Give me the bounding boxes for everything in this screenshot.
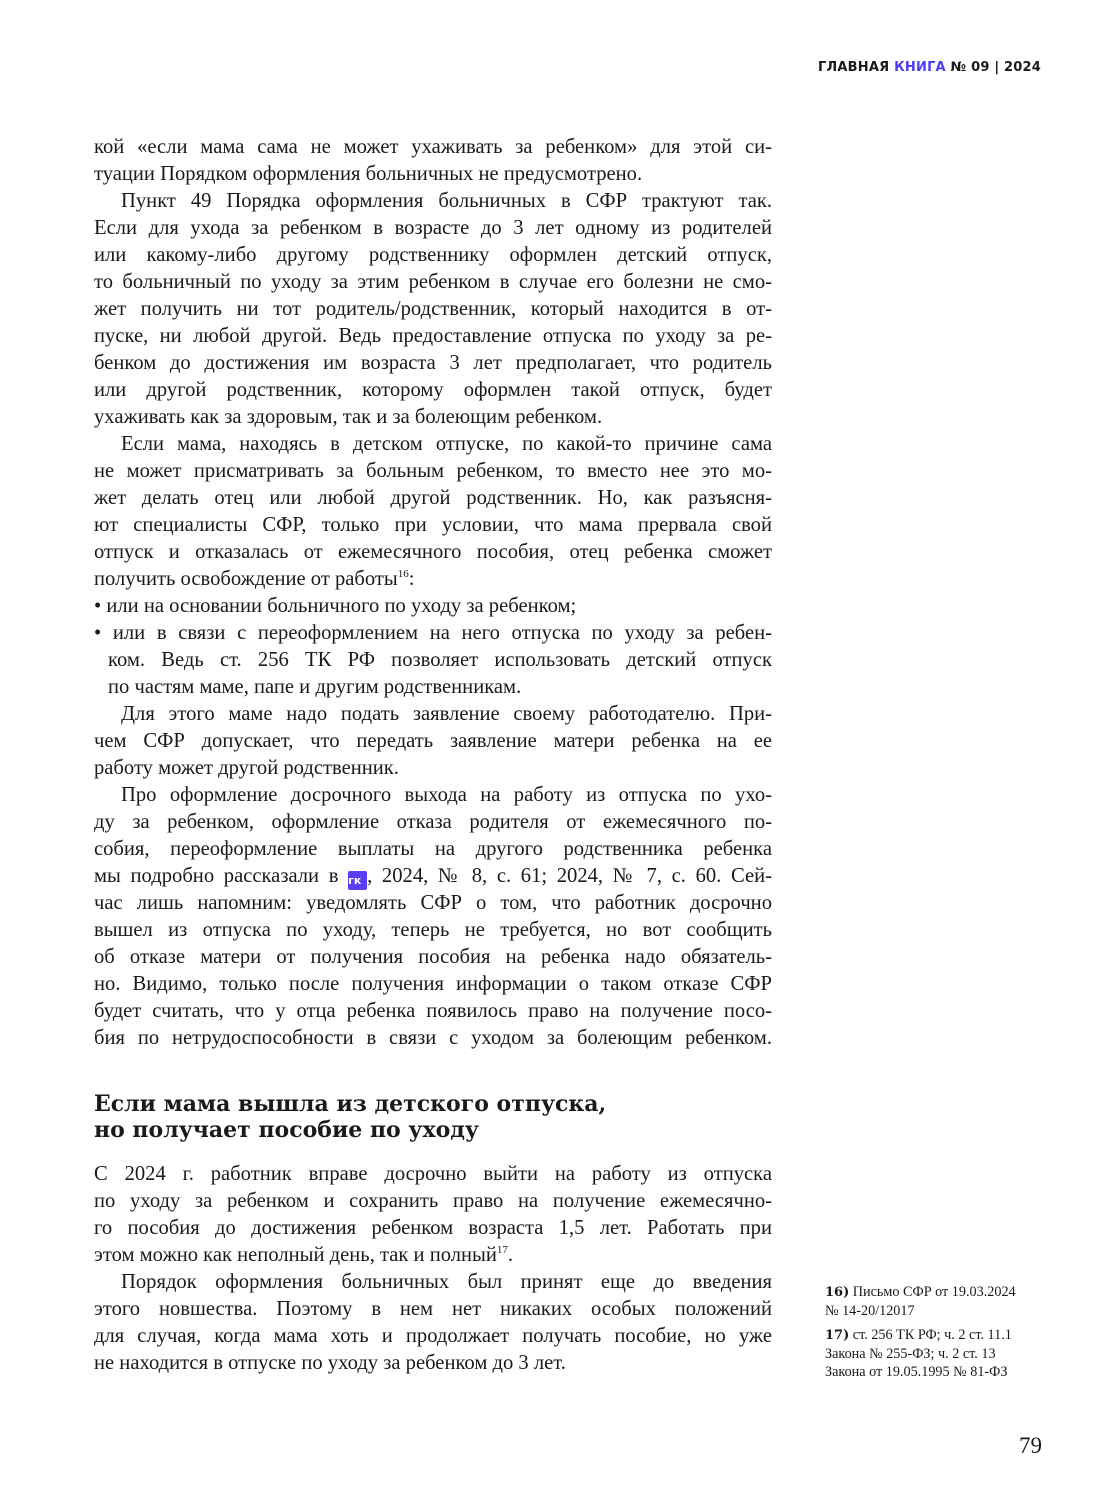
line-text: для случая, когда мама хоть и продолжает получать пособие, но уже [94,1325,772,1347]
footnote-line [825,1363,1055,1381]
line-text: Про оформление досрочного выхода на работу из отпуска по ухо- [121,784,772,806]
text-line [94,728,772,755]
text-line [94,971,772,998]
line-text: этого новшества. Поэтому в нем нет никаких особых положений [94,1298,772,1320]
text-line [94,701,772,728]
text-line [94,620,772,647]
text-line [94,458,772,485]
line-text: получить освобождение от работы [94,568,398,590]
text-line [94,917,772,944]
text-line [94,242,772,269]
line-text: • или на основании больничного по уходу за ребенком; [94,595,577,617]
section-heading [94,1091,772,1143]
line-text: туации Порядком оформления больничных не предусмотрено. [94,163,643,185]
text-line [94,836,772,863]
text-line [94,1323,772,1350]
line-text: жет делать отец или любой другой родственник. Но, как разъясня- [94,487,772,509]
line-text: • или в связи с переоформлением на него отпуска по уходу за ребен- [94,622,772,644]
text-line [94,161,772,188]
main-column [94,134,772,1377]
footnote-line [825,1345,1055,1363]
footnote-line [825,1283,1055,1302]
line-text: отпуск и отказалась от ежемесячного пособия, отец ребенка сможет [94,541,772,563]
text-line [94,1242,772,1269]
footnote-ref[interactable]: 16 [397,568,409,580]
line-text: ду за ребенком, оформление отказа родителя от ежемесячного по- [94,811,772,833]
footnote-text: ст. 256 ТК РФ; ч. 2 ст. 11.1 [852,1327,1012,1343]
footnote-line [825,1302,1055,1320]
text-line [94,269,772,296]
footnote-text: № 14-20/12017 [825,1303,915,1319]
line-text: час лишь напомним: уведомлять СФР о том, что работник досрочно [94,892,772,914]
line-text: , 2024, № 8, с. 61; 2024, № 7, с. 60. Сей- [367,865,772,887]
text-line [94,593,772,620]
line-text: Пункт 49 Порядка оформления больничных в СФР трактуют так. [121,190,772,212]
line-text: пуске, ни любой другой. Ведь предоставление отпуска по уходу за ре- [94,325,772,347]
footnote [825,1326,1055,1381]
line-text: Порядок оформления больничных был принят еще до введения [121,1271,772,1293]
line-text: чем СФР допускает, что передать заявление матери ребенка на ее [94,730,772,752]
line-text: не может присматривать за больным ребенком, то вместо нее это мо- [94,460,772,482]
line-text: по уходу за ребенком и сохранить право на получение ежемесячно- [94,1190,772,1212]
text-line [94,1161,772,1188]
line-text: . [507,1244,514,1266]
text-line [94,755,772,782]
text-line [94,674,772,701]
line-text: Если для ухода за ребенком в возрасте до 3 лет одному из родителей [94,217,772,239]
text-line [94,323,772,350]
footnote-number: 17) [825,1328,850,1343]
text-line [94,215,772,242]
text-line [94,377,772,404]
text-line [94,1350,772,1377]
text-line [94,134,772,161]
text-line [94,1296,772,1323]
line-text: этом можно как неполный день, так и полный [94,1244,497,1266]
line-text: Если мама, находясь в детском отпуске, по какой-то причине сама [121,433,772,455]
text-line [94,512,772,539]
text-line [94,1269,772,1296]
footnote-number: 16) [825,1285,850,1300]
line-text: ют специалисты СФР, только при условии, что мама прервала свой [94,514,772,536]
line-text: жет получить ни тот родитель/родственник, который находится в от- [94,298,772,320]
text-line [94,863,772,890]
text-line [94,566,772,593]
text-line [94,1215,772,1242]
brand-name: ГЛАВНАЯ [817,60,890,75]
line-text: собия, переоформление выплаты на другого родственника ребенка [94,838,772,860]
brand-name-accent: КНИГА [894,60,946,75]
line-text: мы подробно рассказали в [94,865,349,887]
text-line [94,404,772,431]
heading-line: но получает пособие по уходу [94,1117,479,1143]
line-text: по частям маме, папе и другим родственникам. [108,676,522,698]
footnote-text: Закона № 255-ФЗ; ч. 2 ст. 13 [825,1346,996,1362]
line-text: или какому-либо другому родственнику оформлен детский отпуск, [94,244,772,266]
text-line [94,782,772,809]
line-text: С 2024 г. работник вправе досрочно выйти на работу из отпуска [94,1163,772,1185]
body-text-top [94,134,772,1052]
line-text: об отказе матери от получения пособия на ребенка надо обязатель- [94,946,772,968]
text-line [94,350,772,377]
text-line [94,998,772,1025]
footnote [825,1283,1055,1320]
line-text: но. Видимо, только после получения информации о таком отказе СФР [94,973,772,995]
footnotes [825,1283,1055,1387]
line-text: будет считать, что у отца ребенка появилось право на получение посо- [94,1000,772,1022]
line-text: или другой родственник, которому оформлен такой отпуск, будет [94,379,772,401]
text-line [94,1188,772,1215]
footnote-line [825,1326,1055,1345]
line-text: го пособия до достижения ребенком возраста 1,5 лет. Работать при [94,1217,772,1239]
footnote-ref[interactable]: 17 [496,1244,508,1256]
line-text: не находится в отпуске по уходу за ребенком до 3 лет. [94,1352,566,1374]
body-text-bottom [94,1161,772,1377]
line-text: вышел из отпуска по уходу, теперь не требуется, но вот сообщить [94,919,772,941]
running-header [818,60,1041,75]
text-line [94,296,772,323]
text-line [94,809,772,836]
text-line [94,431,772,458]
text-line [94,485,772,512]
text-line [94,1025,772,1052]
footnote-text: Закона от 19.05.1995 № 81-ФЗ [825,1364,1008,1380]
line-text: работу может другой родственник. [94,757,399,779]
line-text: : [408,568,415,590]
issue-number: № 09 | 2024 [950,60,1041,75]
text-line [94,647,772,674]
glavkniga-logo-icon: гк [348,871,367,890]
line-text: ухаживать как за здоровым, так и за болеющим ребенком. [94,406,603,428]
heading-line: Если мама вышла из детского отпуска, [94,1091,607,1117]
line-text: ком. Ведь ст. 256 ТК РФ позволяет использовать детский отпуск [108,649,772,671]
line-text: кой «если мама сама не может ухаживать за ребенком» для этой си- [94,136,772,158]
text-line [94,890,772,917]
page-number: 79 [1019,1433,1042,1458]
line-text: бия по нетрудоспособности в связи с уходом за болеющим ребенком. [94,1027,772,1049]
text-line [94,539,772,566]
text-line [94,944,772,971]
line-text: то больничный по уходу за этим ребенком в случае его болезни не смо- [94,271,772,293]
line-text: Для этого маме надо подать заявление своему работодателю. При- [121,703,772,725]
text-line [94,188,772,215]
line-text: бенком до достижения им возраста 3 лет предполагает, что родитель [94,352,772,374]
footnote-text: Письмо СФР от 19.03.2024 [852,1284,1016,1300]
